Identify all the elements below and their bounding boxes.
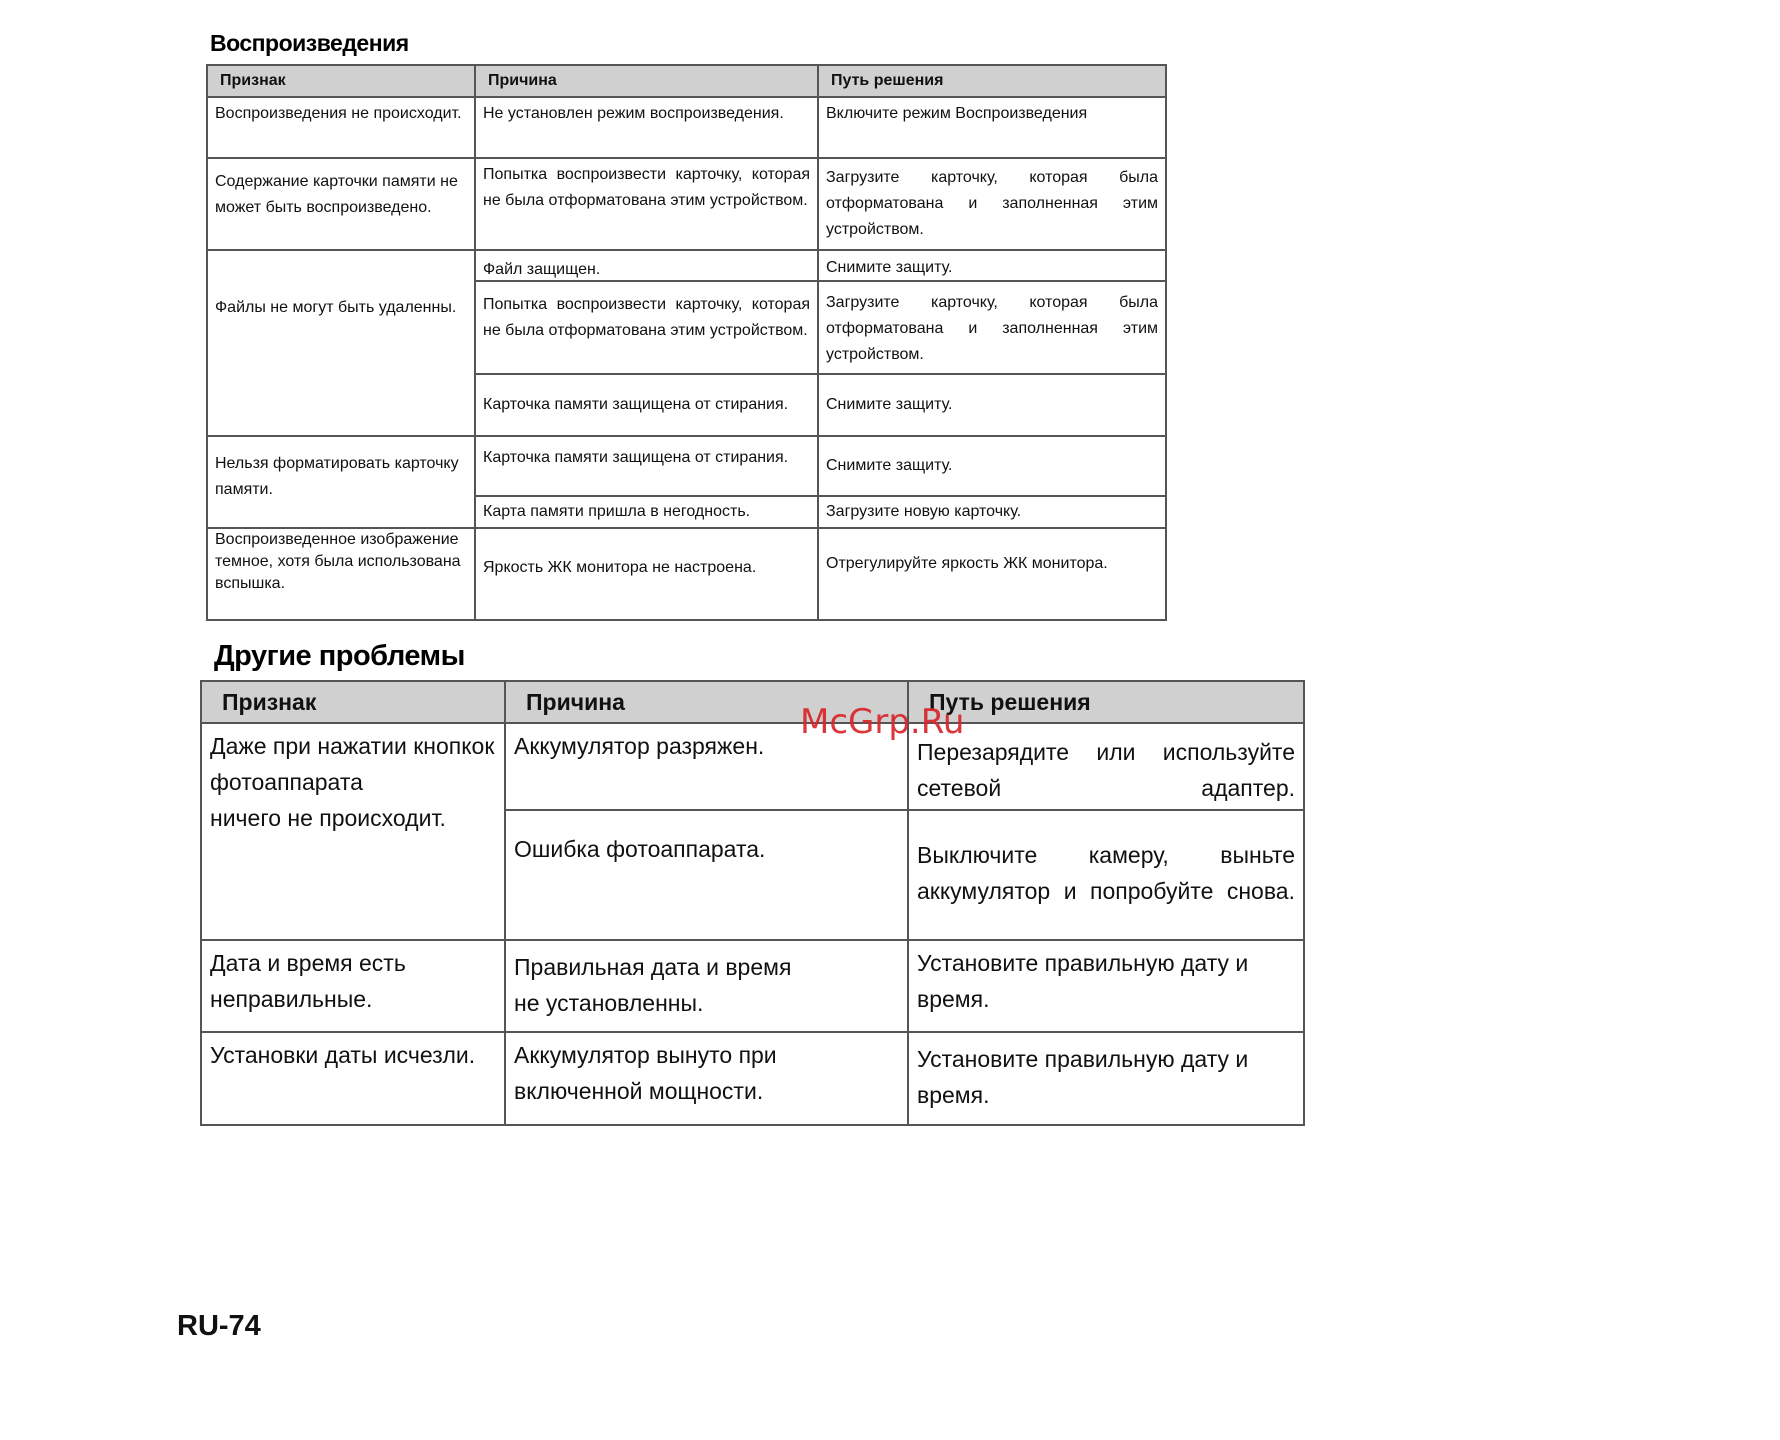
table-header-symptom: Признак	[208, 66, 476, 98]
table-header-cause: Причина	[476, 66, 819, 98]
solution-text: Снимите защиту.	[826, 457, 953, 474]
playback-troubleshooting-table	[206, 64, 1167, 621]
page-number: RU-74	[177, 1310, 261, 1342]
solution-cell: Перезарядите или используйте сетевой адаптер.	[909, 724, 1303, 811]
symptom-text: Файлы не могут быть удаленны.	[215, 299, 457, 316]
symptom-cell: Воспроизведенное изображение темное, хотя была использована вспышка.	[208, 529, 476, 619]
cause-cell	[476, 375, 819, 437]
solution-cell	[819, 437, 1165, 497]
cause-cell: Карточка памяти защищена от стирания.	[476, 437, 819, 497]
section-title-other-problems: Другие проблемы	[214, 640, 465, 672]
cause-cell: Не установлен режим воспроизведения.	[476, 98, 819, 159]
solution-cell: Установите правильную дату и время.	[909, 941, 1303, 1033]
solution-cell: Выключите камеру, выньте аккумулятор и попробуйте снова.	[909, 811, 1303, 941]
solution-text: Загрузите новую карточку.	[826, 503, 1022, 520]
solution-cell: Отрегулируйте яркость ЖК монитора.	[826, 555, 1108, 572]
solution-cell: Включите режим Воспроизведения	[819, 98, 1165, 159]
watermark: McGrp.Ru	[800, 702, 965, 742]
solution-cell: Загрузите карточку, которая была отформатована и заполненная этим устройством.	[819, 282, 1165, 375]
solution-cell	[819, 375, 1165, 437]
table-header-solution: Путь решения	[819, 66, 1165, 98]
cause-cell: Попытка воспроизвести карточку, которая не была отформатована этим устройством.	[476, 159, 819, 251]
symptom-cell	[208, 251, 476, 437]
other-problems-table	[200, 680, 1305, 1126]
table-header-cause: Причина	[506, 682, 909, 724]
symptom-cell: Содержание карточки памяти не может быть воспроизведено.	[208, 159, 476, 251]
cause-cell: Ошибка фотоаппарата.	[506, 811, 909, 941]
cause-text: Карта памяти пришла в негодность.	[483, 503, 751, 520]
cause-text: Карточка памяти защищена от стирания.	[483, 396, 789, 413]
solution-cell: Снимите защиту.	[819, 251, 1165, 282]
cause-cell: Попытка воспроизвести карточку, которая не была отформатована этим устройством.	[476, 282, 819, 375]
symptom-cell: Нельзя форматировать карточку памяти.	[208, 437, 476, 529]
cause-cell: Файл защищен.	[476, 251, 819, 282]
solution-cell	[819, 497, 1165, 529]
cause-cell: Яркость ЖК монитора не настроена.	[476, 529, 819, 619]
cause-cell: Аккумулятор разряжен.	[506, 724, 909, 811]
cause-cell: Аккумулятор вынуто при включенной мощности.	[506, 1033, 909, 1124]
symptom-cell: Дата и время есть неправильные.	[202, 941, 506, 1033]
symptom-cell: Воспроизведения не происходит.	[208, 98, 476, 159]
symptom-cell: Даже при нажатии кнопкок фотоаппарата ничего не происходит.	[202, 724, 506, 941]
solution-cell: Загрузите карточку, которая была отформатована и заполненная этим устройством.	[819, 159, 1165, 251]
section-title-playback: Воспроизведения	[210, 30, 409, 56]
cause-cell	[476, 497, 819, 529]
solution-text: Снимите защиту.	[826, 396, 953, 413]
table-header-symptom: Признак	[202, 682, 506, 724]
solution-cell: Установите правильную дату и время.	[917, 1046, 1249, 1108]
cause-cell: Правильная дата и время не установленны.	[506, 941, 909, 1033]
symptom-cell: Установки даты исчезли.	[202, 1033, 506, 1124]
table-header-solution: Путь решения	[909, 682, 1303, 724]
